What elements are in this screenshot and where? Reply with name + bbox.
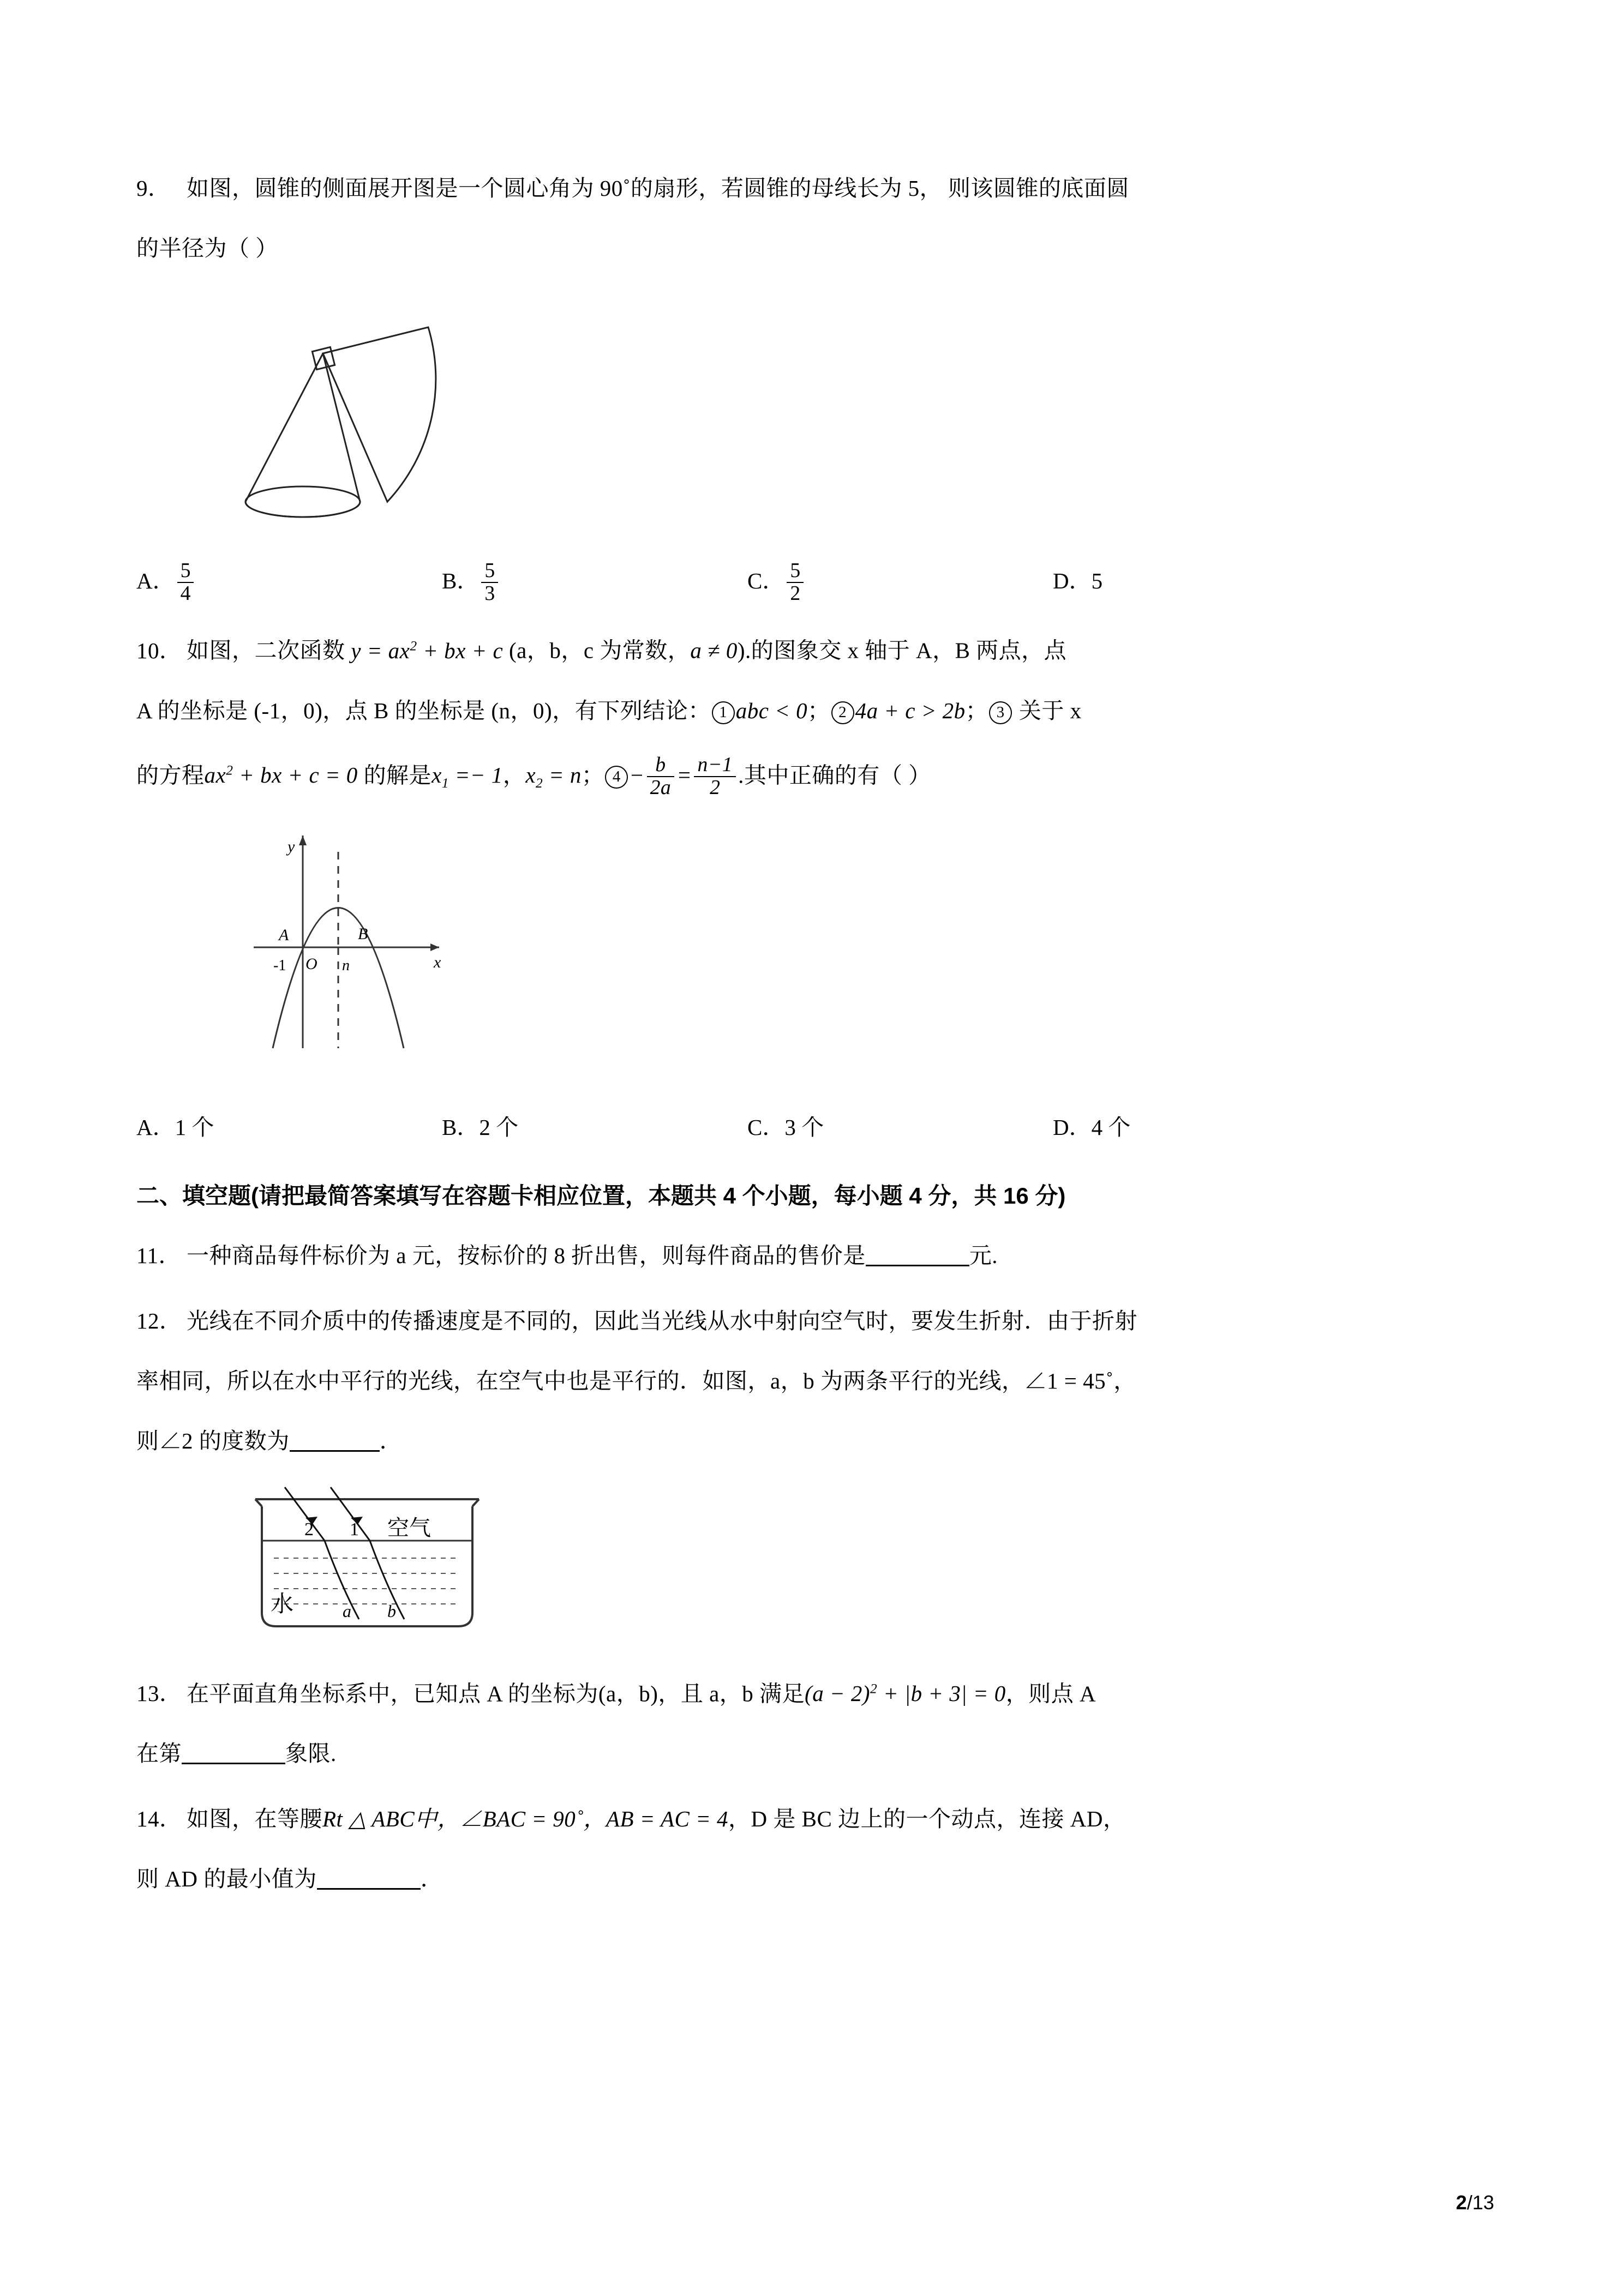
question-10-line-3 (136, 741, 1499, 814)
question-13 (136, 1659, 1499, 1784)
question-13-blank[interactable] (182, 1743, 285, 1764)
question-11-blank[interactable] (866, 1245, 969, 1266)
svg-text:A: A (279, 925, 289, 944)
choice-C-label: C． (747, 568, 785, 593)
choice-A[interactable] (136, 551, 442, 610)
circled-4: 4 (605, 766, 628, 789)
question-10 (136, 616, 1499, 1157)
question-14-number: 14． (136, 1806, 182, 1832)
q10-t1: 如图，二次函数 (187, 638, 351, 663)
q10-choice-D[interactable]: D．4 个 (1053, 1114, 1131, 1140)
question-11 (136, 1225, 1499, 1285)
svg-text:x: x (434, 953, 441, 971)
q10-equation: $ax^2$ + bx + c = 0 (204, 762, 358, 788)
q10-condition: a ≠ 0 (690, 638, 738, 663)
question-14-text-2: ，D 是 BC 边上的一个动点，连接 AD， (728, 1806, 1126, 1832)
choice-D-label: D． (1053, 568, 1092, 593)
choice-B[interactable] (442, 551, 747, 610)
question-14-line-1 (136, 1789, 1499, 1849)
question-10-number: 10． (136, 638, 182, 663)
question-13-text-1: 在平面直角坐标系中，已知点 A 的坐标为(a，b)，且 a，b 满足 (187, 1681, 805, 1706)
question-14-prefix: 则 AD 的最小值为 (136, 1866, 317, 1892)
question-13-prefix: 在第 (136, 1741, 182, 1766)
question-12-blank[interactable] (290, 1431, 380, 1452)
question-9-choices (136, 551, 1499, 610)
svg-text:B: B (358, 924, 368, 943)
q10-root-1: $x_1 =- 1$ (432, 762, 503, 791)
q10-choice-A[interactable]: A．1 个 (136, 1114, 214, 1140)
question-13-text-after: 象限. (285, 1741, 337, 1766)
question-9 (136, 158, 1499, 610)
question-14-text-after: ． (420, 1866, 444, 1892)
circled-1: 1 (712, 701, 735, 724)
cone-sector-figure (207, 284, 1499, 548)
q10-t4: A 的坐标是 (-1，0)，点 B 的坐标是 (n，0)，有下列结论： (136, 698, 711, 723)
circled-2: 2 (831, 701, 854, 724)
question-13-line-2 (136, 1723, 1499, 1783)
svg-text:水: 水 (271, 1591, 294, 1617)
question-10-line-2 (136, 681, 1499, 741)
question-12-text-1: 光线在不同介质中的传播速度是不同的，因此当光线从水中射向空气时，要发生折射．由于折射 (187, 1308, 1137, 1333)
question-11-number: 11． (136, 1242, 181, 1268)
question-14-text-1: 如图，在等腰 (187, 1806, 322, 1832)
page-total: 13 (1472, 2191, 1494, 2214)
q10-t8: 的方程 (136, 762, 205, 788)
question-9-text-1: 如图，圆锥的侧面展开图是一个圆心角为 90˚的扇形，若圆锥的母线长为 5， 则该圆锥的底面圆 (187, 176, 1129, 201)
question-12-text-after: ． (379, 1428, 403, 1453)
q10-t9: 的解是 (357, 762, 432, 788)
q10-t6: ； (965, 698, 988, 723)
question-9-line-1 (136, 158, 1499, 218)
question-12-line-1 (136, 1291, 1499, 1351)
question-13-number: 13． (136, 1681, 182, 1706)
question-12-number: 12． (136, 1308, 182, 1333)
page-current: 2 (1455, 2191, 1467, 2214)
question-12-line-2 (136, 1351, 1499, 1411)
question-11-text: 一种商品每件标价为 a 元，按标价的 8 折出售，则每件商品的售价是 (187, 1242, 866, 1268)
question-9-line-2 (136, 218, 1499, 278)
q10-concl-2: 4a + c > 2b (855, 698, 966, 723)
refraction-figure (224, 1476, 1499, 1654)
question-11-text-after: 元. (969, 1242, 998, 1268)
choice-D-value: 5 (1091, 568, 1103, 593)
question-10-line-1 (136, 616, 1499, 681)
choice-B-label: B． (442, 568, 480, 593)
q10-root-2: $x_2 = n$ (525, 762, 582, 791)
q10-concl-4: − $\frac{b}{2a}$ = $\frac{n-1}{2}$ (629, 762, 738, 788)
question-13-text-2: ，则点 A (1005, 1681, 1096, 1706)
q10-t2: (a，b，c 为常数， (503, 638, 691, 663)
q10-t11: ； (581, 762, 604, 788)
q13-formula: $(a - 2)^2 + |b + 3| = 0$ (805, 1681, 1006, 1706)
svg-text:b: b (387, 1601, 396, 1621)
svg-text:y: y (287, 837, 295, 856)
question-9-text-2: 的半径为（ ） (136, 236, 278, 261)
choice-C[interactable] (747, 551, 1053, 610)
circled-3: 3 (989, 701, 1012, 724)
page-number (1456, 2191, 1494, 2214)
question-14-blank[interactable] (317, 1868, 421, 1890)
question-13-line-1 (136, 1659, 1499, 1724)
question-14-line-2 (136, 1849, 1499, 1909)
q14-formula: Rt △ ABC中，∠BAC = 90˚，AB = AC = 4 (322, 1806, 728, 1832)
q10-choice-C[interactable]: C．3 个 (747, 1114, 824, 1140)
q10-concl-1: abc < 0 (735, 698, 808, 723)
svg-text:-1: -1 (273, 957, 286, 974)
question-9-number: 9． (136, 176, 171, 201)
q10-t3: ).的图象交 x 轴于 A，B 两点，点 (737, 638, 1067, 663)
q10-formula-1: $y = ax^2$ + bx + c (351, 638, 504, 663)
question-12 (136, 1291, 1499, 1654)
svg-text:O: O (305, 954, 317, 973)
page-separator: / (1466, 2191, 1472, 2214)
svg-text:2: 2 (304, 1519, 314, 1540)
choice-C-fraction: $\frac{5}{2}$ (787, 560, 804, 604)
svg-text:1: 1 (350, 1519, 359, 1540)
q10-t7: 关于 x (1013, 698, 1082, 723)
choice-B-fraction: $\frac{5}{3}$ (481, 560, 498, 604)
q10-choice-B[interactable]: B．2 个 (442, 1114, 519, 1140)
question-10-choices (136, 1098, 1499, 1157)
q10-t5: ； (807, 698, 830, 723)
question-11-line (136, 1225, 1499, 1285)
question-12-text-3: 则∠2 的度数为 (136, 1428, 290, 1453)
choice-D[interactable] (1053, 551, 1358, 610)
choice-A-fraction: $\frac{5}{4}$ (177, 560, 194, 604)
parabola-figure (221, 819, 1499, 1095)
q10-t12: .其中正确的有（ ） (738, 762, 931, 788)
q10-t10: ， (502, 762, 526, 788)
svg-text:空气: 空气 (387, 1515, 431, 1540)
question-14 (136, 1789, 1499, 1909)
choice-A-label: A． (136, 568, 175, 593)
question-12-text-2: 率相同，所以在水中平行的光线，在空气中也是平行的．如图，a，b 为两条平行的光线，∠1 = 45˚， (136, 1368, 1136, 1393)
section-2-heading: 二、填空题(请把最简答案填写在容题卡相应位置，本题共 4 个小题，每小题 4 分，共 16 分) (136, 1182, 1066, 1209)
svg-text:a: a (343, 1601, 351, 1621)
svg-text:n: n (342, 957, 350, 974)
question-12-line-3 (136, 1411, 1499, 1471)
